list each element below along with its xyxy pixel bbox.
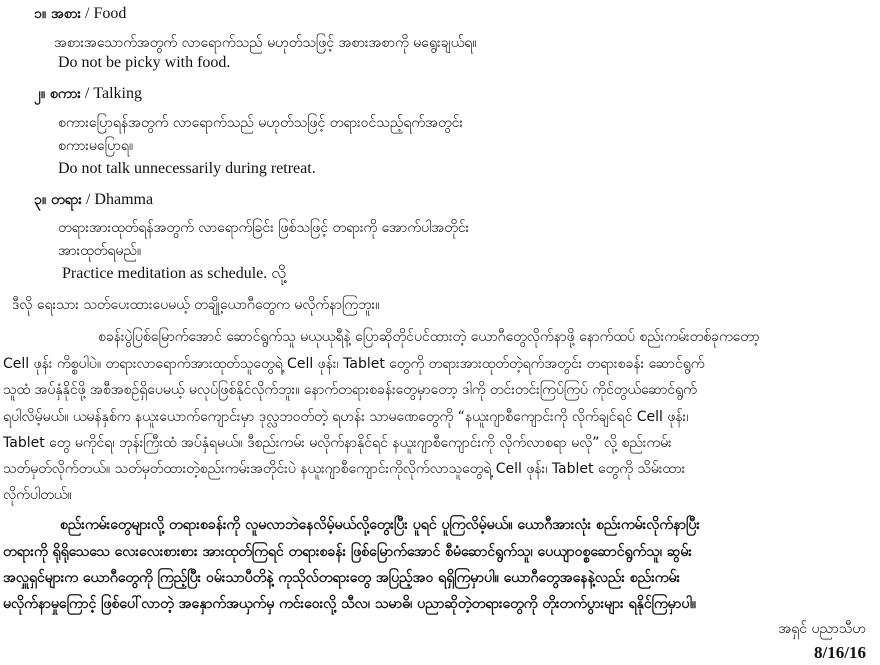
paragraph-1-line-2: Cell ဖုန်း ကိစ္စပါပဲ။ တရားလာရောက်အားထုတ်သူတွေရဲ့ Cell ဖုန်း၊ Tablet တွေကို တရားအားထုတ်တဲ့ရက်အတွင်း တရားစခန်း ဆောင်ရွက်: [3, 356, 705, 372]
paragraph-2-line-3: အလှူရှင်များက ယောဂီတွေကို ကြည့်ပြီး ဝမ်းသာပီတိနဲ့ ကုသိုလ်တရားတွေ အပြည့်အဝ ရရှိကြမှာပါ။ ယောဂီတွေအနေနဲ့လည်း စည်းကမ်း: [3, 570, 681, 586]
date: 8/16/16: [814, 643, 866, 662]
item-1-title: [34, 5, 126, 22]
paragraph-1-line-4: ရပါလိမ့်မယ်။ ယမန်နှစ်က နယူးယောက်ကျောင်းမှာ ဒုလ္လဘဝတ်တဲ့ ရဟန်း သာမဏေတွေကို “နယူးဂျာစီကျောင်းကို လိုက်ချင်ရင် Cell ဖုန်း၊: [3, 409, 689, 425]
paragraph-1-line-5: Tablet တွေ မကိုင်ရ၊ ဘုန်းကြီးထံ အပ်နှံရမယ်။ ဒီစည်းကမ်း မလိုက်နာနိုင်ရင် နယူးဂျာစီကျောင်းကို လိုက်လာစရာ မလို” လို့ စည်းကမ်း: [3, 435, 672, 451]
paragraph-1-line-1: စခန်းပွဲပြစ်မြောက်အောင် ဆောင်ရွက်သူ မယုယုရီနဲ့ ပြောဆိုတိုင်ပင်ထားတဲ့ ယောဂီတွေလိုက်နာဖို့ နောက်ထပ် စည်းကမ်းတစ်ခုကတော့: [98, 329, 760, 345]
item-1-english-title: Food: [93, 5, 127, 22]
item-3-english-title: Dhamma: [94, 191, 154, 208]
item-2-burmese-text-line-1: စကားပြောရန်အတွက် လာရောက်သည် မဟုတ်သဖြင့် တရားဝင်သည့်ရက်အတွင်း: [58, 115, 463, 131]
item-1-burmese-text: အစားအသောက်အတွက် လာရောက်သည် မဟုတ်သဖြင့် အစားအစာကို မရွေးချယ်ရ။: [54, 35, 477, 51]
item-3-burmese-text-line-2: အားထုတ်ရမည်။: [58, 243, 142, 259]
item-3-english-text: Practice meditation as schedule. လို့: [62, 265, 287, 282]
item-2-title: [34, 85, 142, 102]
item-3-title: [34, 191, 153, 208]
paragraph-2-line-2: တရားကို ရိုရိုသေသေ လေးလေးစားစား အားထုတ်ကြရင် တရားစခန်း ဖြစ်မြောက်အောင် စီမံဆောင်ရွက်သူ၊ ပေယျာဝစ္စဆောင်ရွက်သူ၊ ဆွမ်း: [3, 544, 692, 560]
item-3-number-title: ၃။ တရား: [34, 192, 82, 208]
intro-line: ဒီလို ရေးသား သတ်ပေးထားပေမယ့် တချို့ယောဂီတွေက မလိုက်နာကြဘူး။: [12, 297, 380, 313]
item-2-number-title: ၂။ စကား: [34, 86, 81, 102]
paragraph-1-line-3: သူထံ အပ်နှံနိုင်ဖို့ အစီအစဉ်ရှိပေမယ့် မလုပ်ဖြစ်နိုင်လိုက်ဘူး။ နောက်တရားစခန်းတွေမှာတော့ ဒါကို တင်းတင်းကြပ်ကြပ် ကိုင်တွယ်ဆောင်ရွက်: [3, 382, 697, 398]
item-1-separator: /: [81, 5, 94, 22]
paragraph-1-line-6: သတ်မှတ်လိုက်တယ်။ သတ်မှတ်ထားတဲ့စည်းကမ်းအတိုင်းပဲ နယူးဂျာစီကျောင်းကိုလိုက်လာသူတွေရဲ့ Cell ဖုန်း၊ Tablet တွေကို သိမ်းထား: [3, 461, 686, 477]
signature: အရှင် ပညာသီဟ: [778, 621, 866, 637]
item-2-english-text: Do not talk unnecessarily during retreat.: [58, 160, 316, 177]
item-1-english-text: Do not be picky with food.: [58, 54, 231, 71]
paragraph-2-line-4: မလိုက်နာမှုကြောင့် ဖြစ်ပေါ်လာတဲ့ အနှောက်အယှက်မှ ကင်းဝေးလို့ သီလ၊ သမာဓိ၊ ပညာဆိုတဲ့တရားတွေကို တိုးတက်ပွားများ ရနိုင်ကြမှာပါ။: [3, 596, 697, 612]
item-3-burmese-text-line-1: တရားအားထုတ်ရန်အတွက် လာရောက်ခြင်း ဖြစ်သဖြင့် တရားကို အောက်ပါအတိုင်း: [58, 220, 470, 236]
item-3-separator: /: [81, 191, 95, 208]
item-1-number-title: ၁။ အစား: [34, 6, 82, 22]
item-2-separator: /: [80, 85, 94, 102]
item-2-burmese-text-line-2: စကားမပြောရ။: [58, 138, 134, 154]
paragraph-2-line-1: စည်းကမ်းတွေများလို့ တရားစခန်းကို လူမလာဘဲနေလိမ့်မယ်လို့တွေးပြီး ပူရင် ပူကြလိမ့်မယ်။ ယောဂီအားလုံး စည်းကမ်းလိုက်နာပြီး: [60, 517, 700, 533]
item-2-english-title: Talking: [93, 85, 142, 102]
paragraph-1-line-7: လိုက်ပါတယ်။: [3, 487, 72, 503]
